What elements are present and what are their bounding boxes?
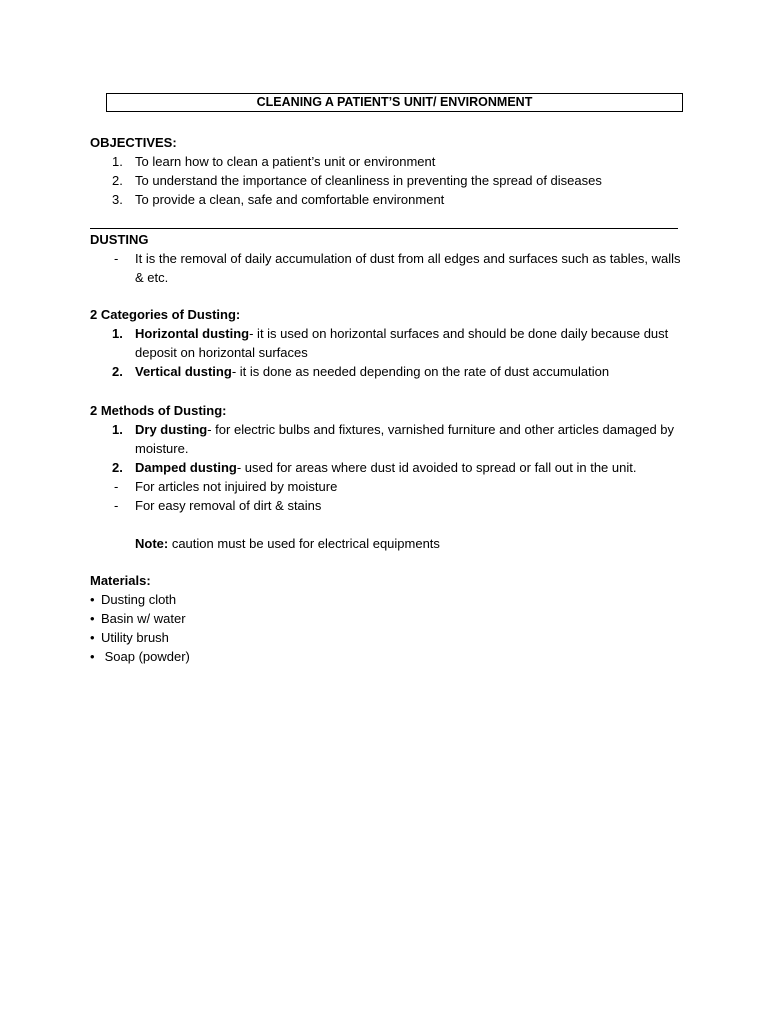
material-text: Utility brush xyxy=(101,630,169,645)
objectives-section xyxy=(90,133,690,209)
objective-item xyxy=(90,152,690,171)
method-item xyxy=(90,458,690,477)
methods-section xyxy=(90,401,690,553)
bullet-marker: • xyxy=(90,592,95,607)
method-sub-item xyxy=(90,496,690,515)
bullet-marker: • xyxy=(90,630,95,645)
category-item xyxy=(90,324,690,362)
note-label: Note: xyxy=(135,536,169,551)
dusting-section xyxy=(90,230,690,287)
method-term: Damped dusting xyxy=(135,460,237,475)
method-sub-item xyxy=(90,477,690,496)
dusting-heading: DUSTING xyxy=(90,232,149,247)
dusting-definition-item xyxy=(90,249,690,287)
objective-text: To understand the importance of cleanliness in preventing the spread of diseases xyxy=(135,173,602,188)
materials-heading: Materials: xyxy=(90,573,151,588)
method-term: Dry dusting xyxy=(135,422,208,437)
horizontal-divider xyxy=(90,228,678,229)
objective-number: 2. xyxy=(112,173,123,188)
method-number: 1. xyxy=(112,422,123,437)
category-number: 1. xyxy=(112,326,123,341)
dusting-definition: It is the removal of daily accumulation of dust from all edges and surfaces such as tables, walls & etc. xyxy=(135,251,681,285)
material-item xyxy=(90,647,690,666)
material-item xyxy=(90,609,690,628)
method-description: - for electric bulbs and fixtures, varnished furniture and other articles damaged by moisture. xyxy=(135,422,675,456)
category-number: 2. xyxy=(112,364,123,379)
category-term: Horizontal dusting xyxy=(135,326,250,341)
method-item xyxy=(90,420,690,458)
material-text: Basin w/ water xyxy=(101,611,186,626)
materials-section xyxy=(90,571,690,666)
objective-item xyxy=(90,190,690,209)
objective-text: To learn how to clean a patient’s unit or environment xyxy=(135,154,436,169)
dash-marker: - xyxy=(114,498,119,513)
categories-heading: 2 Categories of Dusting: xyxy=(90,307,241,322)
material-item xyxy=(90,628,690,647)
method-description: - used for areas where dust id avoided to spread or fall out in the unit. xyxy=(236,460,637,475)
note-text: caution must be used for electrical equipments xyxy=(168,536,440,551)
objective-text: To provide a clean, safe and comfortable environment xyxy=(135,192,445,207)
note-row xyxy=(90,534,690,553)
objective-number: 3. xyxy=(112,192,123,207)
category-description: - it is used on horizontal surfaces and should be done daily because dust deposit on horizontal surfaces xyxy=(135,326,669,360)
categories-section xyxy=(90,305,690,381)
document-title: CLEANING A PATIENT’S UNIT/ ENVIRONMENT xyxy=(106,93,683,112)
material-text: Dusting cloth xyxy=(101,592,177,607)
objective-item xyxy=(90,171,690,190)
material-text: Soap (powder) xyxy=(101,649,190,664)
objectives-heading: OBJECTIVES: xyxy=(90,135,177,150)
methods-heading: 2 Methods of Dusting: xyxy=(90,403,227,418)
category-item xyxy=(90,362,690,381)
method-sub-text: For easy removal of dirt & stains xyxy=(135,498,322,513)
category-description: - it is done as needed depending on the rate of dust accumulation xyxy=(231,364,610,379)
bullet-marker: • xyxy=(90,611,95,626)
method-number: 2. xyxy=(112,460,123,475)
objective-number: 1. xyxy=(112,154,123,169)
category-term: Vertical dusting xyxy=(135,364,232,379)
method-sub-text: For articles not injuired by moisture xyxy=(135,479,338,494)
material-item xyxy=(90,590,690,609)
dash-marker: - xyxy=(114,251,119,266)
bullet-marker: • xyxy=(90,649,95,664)
dash-marker: - xyxy=(114,479,119,494)
